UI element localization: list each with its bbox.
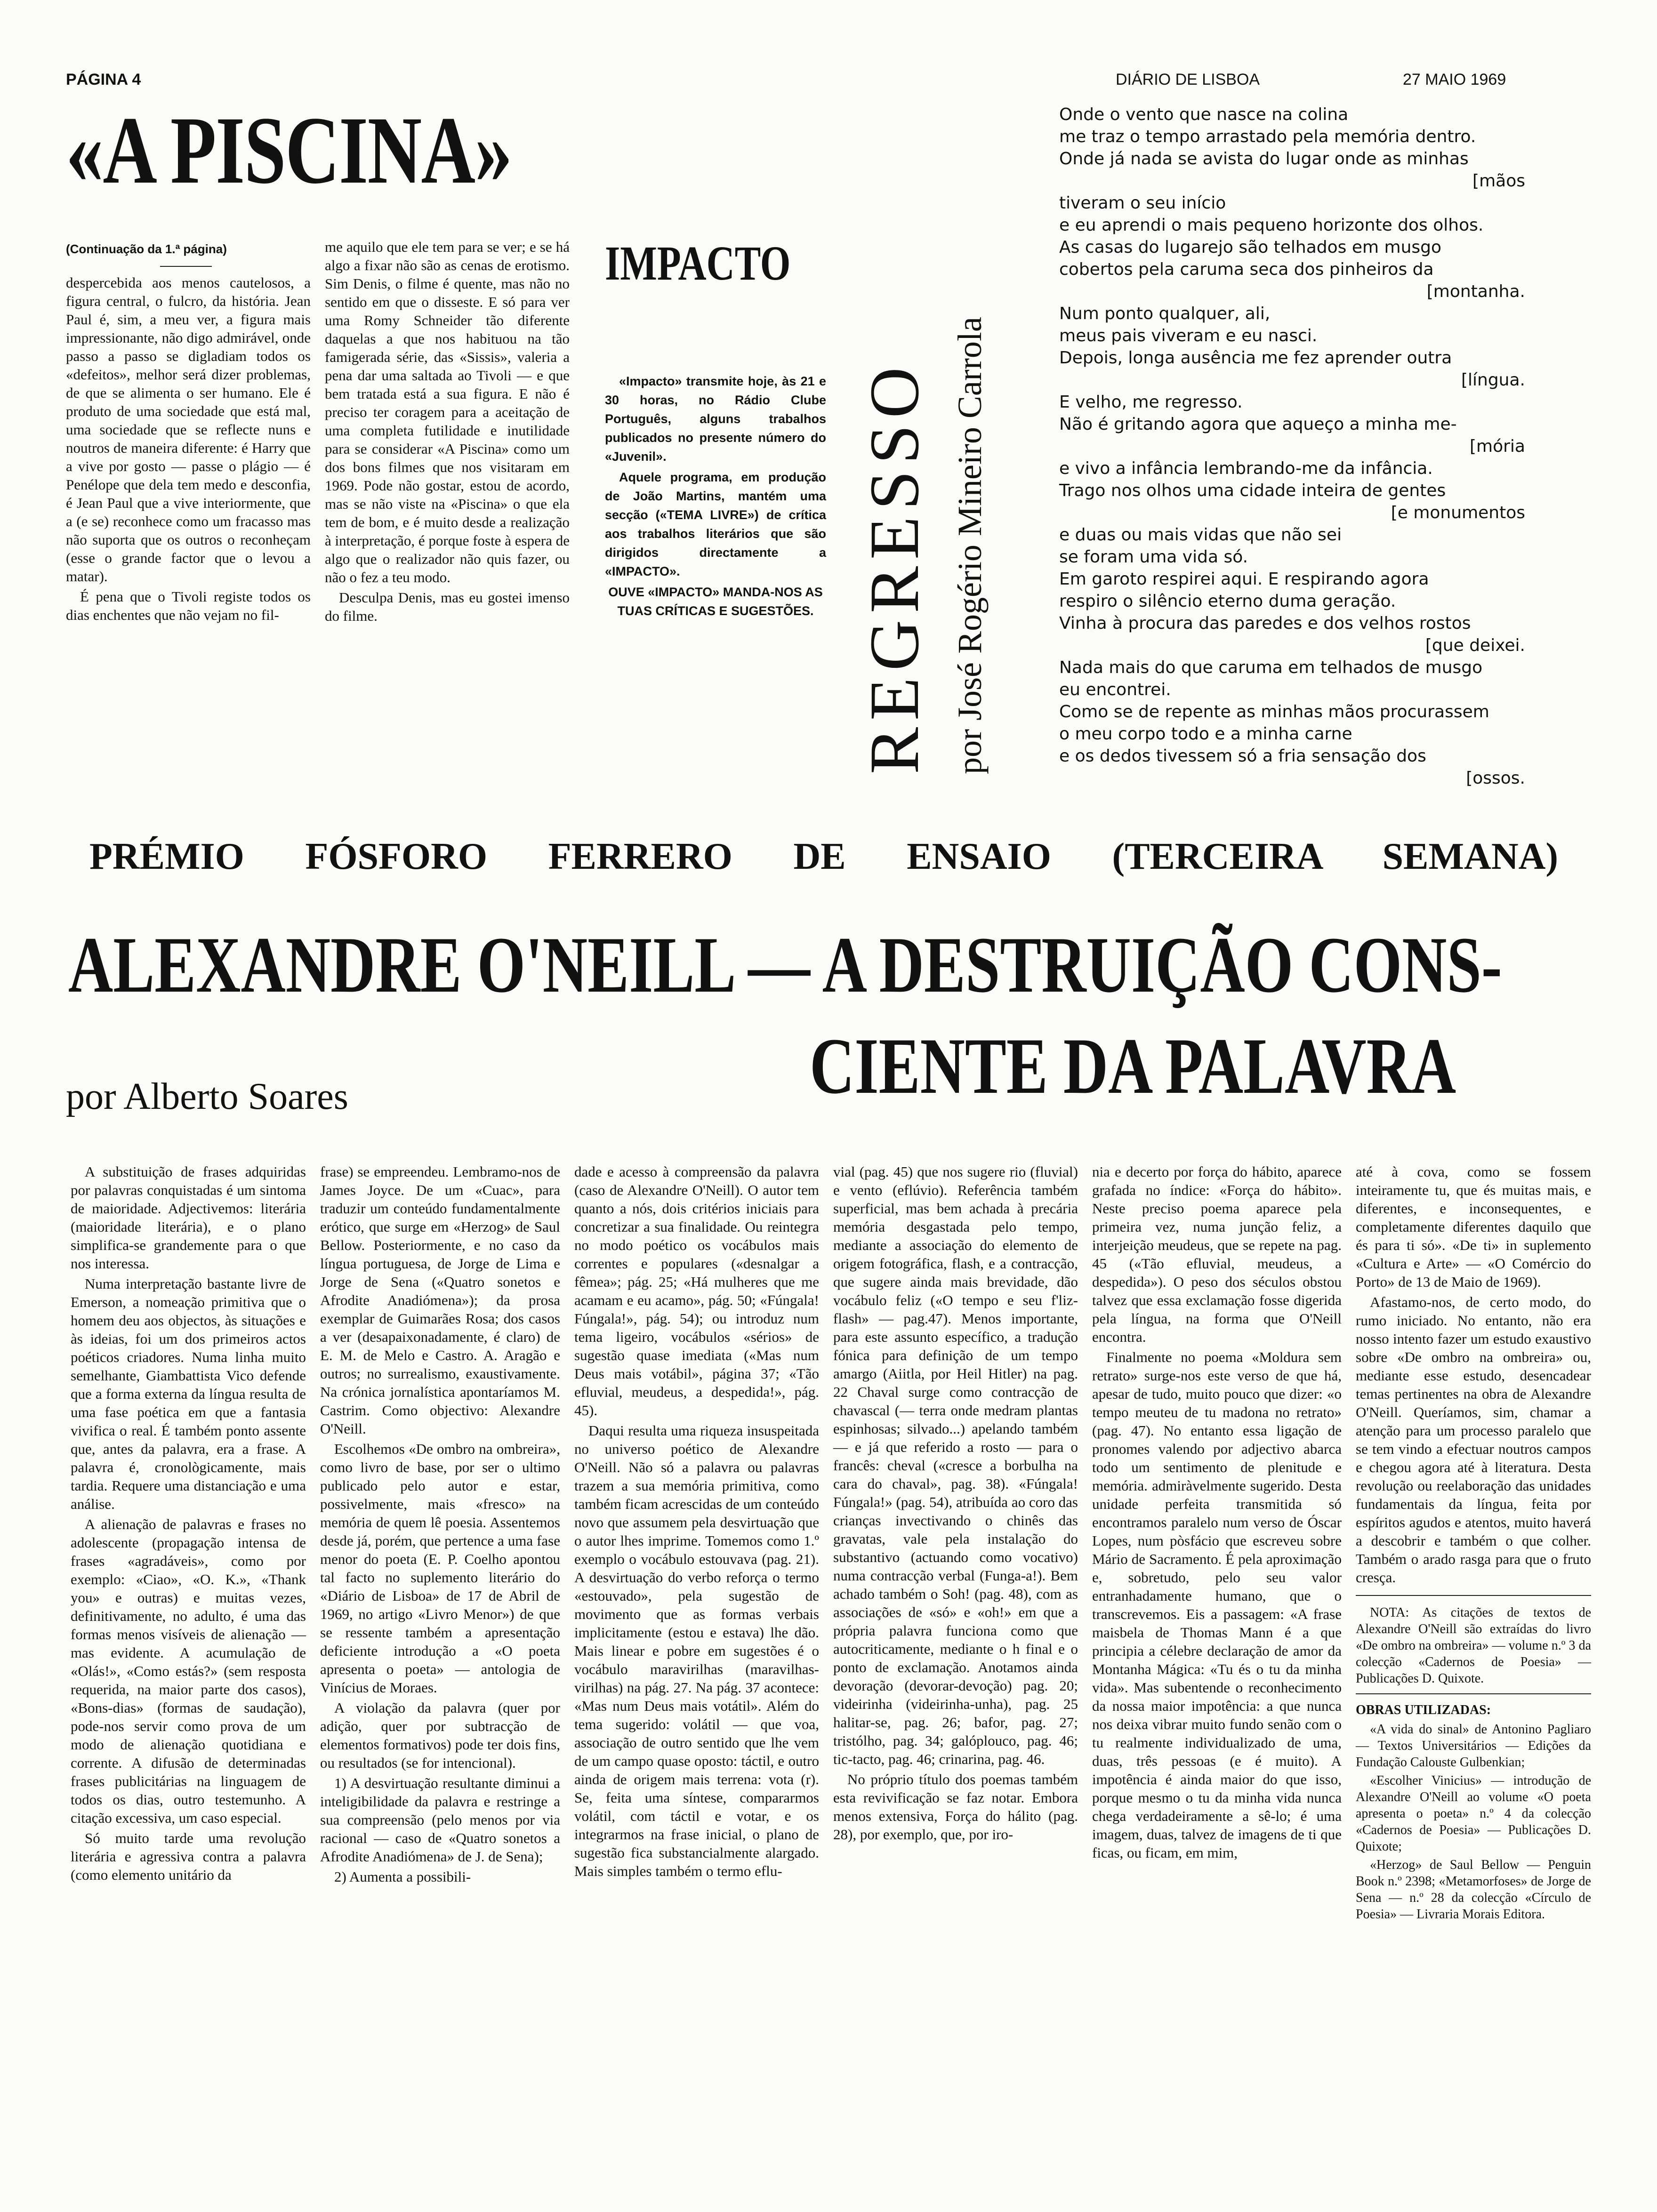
- obras-item: «Herzog» de Saul Bellow — Penguin Book n.º 2398; «Metamorfoses» de Jorge de Sena — n.º 28 da colecção «Círculo de Poesia» — Livraria Morais Editora.: [1356, 1858, 1591, 1922]
- article-paragraph: Escolhemos «De ombro na ombreira», como livro de base, por ser o ultimo publicado pelo autor e estar, possivelmente, mais «fresco» na memória de quem lê poesia. Assentemos desde já, porém, que pertence a uma fase menor do poeta (E. P. Coelho apontou tal facto no suplemento literário do «Diário de Lisboa» de 17 de Abril de 1969, no artigo «Livro Menor») de que se ressente também a apresentação deficiente introdução a «O poeta apresenta o poeta» — antologia de Vinícius de Moraes.: [320, 1441, 560, 1696]
- piscina-column-2: [325, 238, 570, 627]
- poem-line: Num ponto qualquer, ali,: [1059, 304, 1271, 323]
- poem-line: Depois, longa ausência me fez aprender outra: [1059, 348, 1452, 368]
- article-paragraph: Numa interpretação bastante livre de Emerson, a nomeação primitiva que o homem deu aos objectos, às situações e às ideias, foi um dos primeiros actos poéticos criadores. Numa linha muito semelhante, Giambattista Vico defende que a forma externa da língua resulta de uma fase poética em que a fantasia vivifica o real. É também ponto assente que, antes da palavra, era a frase. A palavra é, cronològicamente, mais tardia. Requere uma distanciação e uma análise.: [71, 1275, 306, 1512]
- article-paragraph: A substituição de frases adquiridas por palavras conquistadas é um sintoma de maioridade. Adjectivemos: literária (maioridade literária), e o plano simplifica-se grandemente para o que nos interessa.: [71, 1163, 306, 1272]
- piscina-paragraph: É pena que o Tivoli registe todos os dias enchentes que não vejam no fil-: [66, 588, 311, 623]
- article-column-5: [1092, 1162, 1342, 1864]
- article-column-3: [574, 1162, 819, 1882]
- article-note: NOTA: As citações de textos de Alexandre O'Neill são extraídas do livro «De ombro na ombreira» — volume n.º 3 da colecção «Cadernos de Poesia» — Publicações D. Quixote.: [1356, 1605, 1591, 1686]
- divider: [1356, 1693, 1591, 1694]
- impacto-paragraph: Aquele programa, em produção de João Martins, mantém uma secção («TEMA LIVRE») de crítica aos trabalhos literários que são dirigidos directamente a «IMPACTO».: [605, 470, 826, 578]
- poem-line: [e monumentos: [1391, 503, 1525, 522]
- issue-date: 27 MAIO 1969: [1403, 71, 1506, 88]
- article-paragraph: Daqui resulta uma riqueza insuspeitada no universo poético de Alexandre O'Neill. Não só a palavra ou palavras trazem a sua memória primitiva, como também ficam acrescidas de um conteúdo novo que assumem pela desvirtuação que o autor lhes imprime. Tomemos como 1.º exemplo o vocábulo estouvava (pag. 21). A desvirtuação do verbo reforça o termo «estouvado», pela sugestão de movimento que as formas verbais implicitamente (estou e estava) lhe dão. Mais linear e pobre em sugestões é o vocábulo maravirilhas (maravilhas-virilhas) na pág. 27. Na pág. 37 acontece: «Mas num Deus mais votátil». Além do tema sugerido: volátil — que voa, associação de outro sentido que lhe vem de um campo quase oposto: táctil, e outro ainda de origem mais terrena: vota (r). Se, feita uma síntese, compararmos volátil, com táctil e votar, e os integrarmos na frase inicial, o plano de sugestão fica substancialmente alargado. Mais simples também o termo eflu-: [574, 1422, 819, 1879]
- article-paragraph: Só muito tarde uma revolução literária e agressiva contra a palavra (como elemento unitário da: [71, 1830, 306, 1883]
- regresso-title: REGRESSO: [855, 361, 933, 774]
- poem-line: [que deixei.: [1425, 636, 1525, 655]
- premio-title: PRÉMIO FÓSFORO FERRERO DE ENSAIO (TERCEIRA SEMANA): [89, 836, 1558, 877]
- poem-line: respiro o silêncio eterno duma geração.: [1059, 592, 1396, 611]
- regresso-poem: [1059, 104, 1525, 789]
- poem-line: eu encontrei.: [1059, 680, 1171, 699]
- article-paragraph: Finalmente no poema «Moldura sem retrato» surge-nos este verso de que há, apesar de tudo, muito pouco que dizer: «o tempo meuteu de tu madona no retrato» (pag. 47). No entanto essa ligação de pronomes valendo por adjectivo abarca todo um sentimento de plenitude e memória. admiràvelmente sugerido. Desta unidade perfeita transmitida só encontramos paralelo num verso de Óscar Lopes, num pòsfácio que escreveu sobre Mário de Sacramento. É pela aproximação e, sobretudo, pelo seu valor entranhadamente humano, que o transcrevemos. Eis a passagem: «A frase maisbela de Thomas Mann é a que principia a célebre declaração de amor da Montanha Mágica: «Tu és o tu da minha vida». Mas subentende o reconhecimento da nossa maior impotência: a que nunca nos deixa vibrar muito fundo senão com o tu realmente individualizado de uma, duas, três pessoas (e é muito). A impotência é ainda maior do que isso, porque mesmo o tu da minha vida nunca chega verdadeiramente a sê-lo; é uma imagem, duas, talvez de imagens de ti que ficas, ou ficam, em mim,: [1092, 1349, 1342, 1861]
- impacto-call: OUVE «IMPACTO» MANDA-NOS AS TUAS CRÍTICAS E SUGESTÕES.: [608, 585, 823, 618]
- poem-line: Trago nos olhos uma cidade inteira de gentes: [1059, 481, 1446, 500]
- article-column-6: [1356, 1162, 1591, 1924]
- poem-line: Vinha à procura das paredes e dos velhos rostos: [1059, 614, 1471, 633]
- regresso-author: por José Rogério Mineiro Carrola: [951, 317, 989, 774]
- poem-line: [mãos: [1472, 171, 1525, 191]
- poem-line: tiveram o seu início: [1059, 193, 1226, 213]
- piscina-paragraph: despercebida aos menos cautelosos, a figura central, o fulcro, da história. Jean Paul é, sim, a meu ver, a figura mais impressionante, não digo admirável, onde passo a passo se digladiam todos os «defeitos», melhor será dizer problemas, de que se alimenta o ser humano. Ele é produto de uma sociedade que está mal, uma sociedade que se reflecte nuns e noutros de maneira diferente: é Harry que a vive por gosto — passe o plágio — é Penélope que dela tem medo e desconfia, é Jean Paul que a vive interiormente, que a (e se) reconhece como um fracasso mas não suporta que os outros o reconheçam (esse o grande factor que o levou a matar).: [66, 274, 311, 585]
- article-column-1: [71, 1162, 306, 1886]
- article-paragraph: dade e acesso à compreensão da palavra (caso de Alexandre O'Neill). O autor tem quanto a nós, dois critérios iniciais para concretizar a sua finalidade. Ou reintegra no modo poético os vocábulos mais correntes e populares («desnalgar a fêmea»; pág. 25; «Há mulheres que me acamam e eu acamo», pág. 50; «Fúngala! Fúngala!», pág. 54); ou introduz num tema ligeiro, vocábulos «sérios» de sugestão quase imediata («Mas num Deus mais votábil», página 37; «Tão efluvial, meudeus, a despedida!», pág. 45).: [574, 1163, 819, 1419]
- piscina-title: «A PISCINA»: [66, 97, 512, 204]
- article-column-2: [320, 1162, 560, 1888]
- poem-line: As casas do lugarejo são telhados em musgo: [1059, 238, 1442, 257]
- poem-line: meus pais viveram e eu nasci.: [1059, 326, 1318, 345]
- poem-line: Nada mais do que caruma em telhados de musgo: [1059, 658, 1483, 677]
- poem-line: Onde o vento que nasce na colina: [1059, 105, 1349, 124]
- poem-line: e os dedos tivessem só a fria sensação dos: [1059, 746, 1426, 766]
- article-paragraph: A alienação de palavras e frases no adolescente (propagação intensa de frases «agradáveis», como por exemplo: «Ciao», «O. K.», «Thank you» e outras) e muitas vezes, definitivamente, no adulto, é uma das formas menos visíveis de alienação — mas evidente. A acumulação de «Olás!», «Como estás?» (sem resposta requerida, na maior parte dos casos), «Bons-dias» (formas de saudação), pode-nos servir como prova de um modo de alienação quotidiana e corrente. A difusão de determinadas frases publicitárias na linguagem de todos os dias, outro testemunho. A citação excessiva, um caso especial.: [71, 1516, 306, 1826]
- article-byline: por Alberto Soares: [66, 1076, 348, 1117]
- obras-title: OBRAS UTILIZADAS:: [1356, 1703, 1491, 1717]
- poem-line: [mória: [1469, 437, 1525, 456]
- article-paragraph: frase) se empreendeu. Lembramo-nos de James Joyce. De um «Cuac», para traduzir um conteúdo fundamentalmente erótico, que surge em «Herzog» de Saul Bellow. Posteriormente, e no caso da língua portuguesa, de Jorge de Lima e Jorge de Sena («Quatro sonetos e Afrodite Anadiómena»); da prosa exemplar de Guimarães Rosa; dos casos a ver (desapaixonadamente, é claro) de E. M. de Melo e Castro. A. Aragão e outros; no surrealismo, exaustivamente. Na crónica jornalística apontaríamos M. Castrim. Como objectivo: Alexandre O'Neill.: [320, 1163, 560, 1437]
- continuation-note: (Continuação da 1.ª página): [66, 242, 227, 256]
- article-paragraph: Afastamo-nos, de certo modo, do rumo iniciado. No entanto, não era nosso intento fazer um estudo exaustivo sobre «De ombro na ombreira» ou, mediante esse estudo, desencadear temas pertinentes na obra de Alexandre O'Neill. Queríamos, sim, chamar a atenção para um processo paralelo que se tem vindo a efectuar noutros campos e chegou agora até à literatura. Desta revolução ou reelaboração das unidades fundamentais da língua, feita por espíritos agudos e atentos, muito haverá a descobrir e também o que colher. Também o arado rasga para que o fruto cresça.: [1356, 1294, 1591, 1586]
- article-paragraph: até à cova, como se fossem inteiramente tu, que és muitas mais, e diferentes, e inconsequentes, e completamente diferentes daquilo que és para ti só». «De ti» in suplemento «Cultura e Arte» — «O Comércio do Porto» de 13 de Maio de 1969).: [1356, 1163, 1591, 1290]
- poem-line: Não é gritando agora que aqueço a minha me-: [1059, 415, 1457, 434]
- article-paragraph: 2) Aumenta a possibili-: [334, 1868, 471, 1885]
- article-paragraph: nia e decerto por força do hábito, aparece grafada no índice: «Força do hábito». Neste preciso poema aparece pela primeira vez, numa junção feliz, a interjeição meudeus, que se repete na pag. 45 («Tão efluvial, meudeus, a despedida»). O peso dos séculos obstou talvez que essa exclamação fosse digerida pela língua, na forma que O'Neill encontra.: [1092, 1163, 1342, 1345]
- poem-line: se foram uma vida só.: [1059, 547, 1248, 567]
- piscina-column-1: [66, 240, 311, 626]
- impacto-paragraph: «Impacto» transmite hoje, às 21 e 30 horas, no Rádio Clube Português, alguns trabalhos publicados no presente número do «Juvenil».: [605, 374, 826, 464]
- divider: [1356, 1595, 1591, 1596]
- poem-line: o meu corpo todo e a minha carne: [1059, 724, 1352, 744]
- short-rule: [160, 266, 212, 267]
- article-headline-line-2: CIENTE DA PALAVRA: [810, 1022, 1456, 1110]
- poem-line: me traz o tempo arrastado pela memória dentro.: [1059, 127, 1476, 146]
- obras-item: «A vida do sinal» de Antonino Pagliaro — Textos Universitários — Edições da Fundação Calouste Gulbenkian;: [1356, 1722, 1591, 1770]
- article-paragraph: A violação da palavra (quer por adição, quer por subtracção de elementos formativos) pode ter dois fins, ou resultados (se for intencional).: [320, 1699, 560, 1771]
- impacto-title: IMPACTO: [605, 236, 791, 290]
- poem-line: [ossos.: [1466, 769, 1525, 788]
- poem-line: [montanha.: [1426, 282, 1525, 301]
- newspaper-name: DIÁRIO DE LISBOA: [1116, 71, 1260, 88]
- obras-item: «Escolher Vinicius» — introdução de Alexandre O'Neill ao volume «O poeta apresenta o poeta» n.º 4 da colecção «Cadernos de Poesia» — Publicações D. Quixote;: [1356, 1773, 1591, 1854]
- piscina-paragraph: me aquilo que ele tem para se ver; e se há algo a fixar não são as cenas de erotismo. Sim Denis, o filme é quente, mas não no sentido em que o disseste. E só para ver uma Romy Schneider tão diferente daquelas a que nos habituou na tão famigerada série, das «Sissis», valeria a pena dar uma saltada ao Tivoli — e que bem tratada está a sua figura. E não é preciso ter coragem para a aceitação de uma completa futilidade e inutilidade para se considerar «A Piscina» como um dos bons filmes que nos visitaram em 1969. Pode não gostar, estou de acordo, mas se não viste na «Piscina» o que ela tem de bom, e é muito desde a realização à interpretação, é porque foste à espera de algo que o realizador não quis fazer, ou não o fez a teu modo.: [325, 239, 570, 585]
- poem-line: cobertos pela caruma seca dos pinheiros da: [1059, 260, 1434, 279]
- article-paragraph: No próprio título dos poemas também esta revivificação se faz notar. Embora menos extensiva, Força do hálito (pag. 28), por exemplo, que, por iro-: [833, 1771, 1078, 1843]
- article-column-4: [833, 1162, 1078, 1845]
- poem-line: [língua.: [1461, 370, 1525, 390]
- article-headline-line-1: ALEXANDRE O'NEILL — A DESTRUIÇÃO CONS-: [68, 921, 1502, 1009]
- page-number: PÁGINA 4: [66, 71, 141, 88]
- article-paragraph: vial (pag. 45) que nos sugere rio (fluvial) e vento (eflúvio). Referência também superficial, mas bem achada à precária memória desgastada pelo tempo, mediante a associação do elemento de origem fotográfica, flash, e a contracção, que sugere ainda mais brevidade, dão vocábulo feliz («O tempo e seu f'liz-flash» — pag.47). Menos importante, para este assunto específico, a tradução fónica para definição de um tempo amargo (Aiitla, por Heil Hitler) na pag. 22 Chaval surge como contracção de chavascal (— terra onde medram plantas espinhosas; silvado...) apelando também — e já que referido a rosto — para o francês: cheval («cresce a borbulha na cara do chaval», pag. 38). «Fúngala! Fúngala!» (pag. 54), atribuída ao coro das crianças invectivando o chinês das gravatas, vale pela instalação do substantivo (actuando como vocativo) numa contracção verbal (Funga-a!). Bem achado também o Soh! (pag. 48), com as associações de «só» e «oh!» em que a própria palavra funciona como que autocriticamente, mediante o h final e o ponto de exclamação. Anotamos ainda devoração (devorar-devoção) pag. 20; videirinha (videirinha-unha), pag. 25 halitar-se, pag. 26; bafor, pag. 27; tristólho, pag. 34; galóplouco, pag. 46; tic-tacto, pag. 46; crinarina, pag. 46.: [833, 1163, 1078, 1767]
- poem-line: Como se de repente as minhas mãos procurassem: [1059, 702, 1489, 721]
- impacto-column: [605, 372, 826, 622]
- poem-line: Onde já nada se avista do lugar onde as minhas: [1059, 149, 1469, 168]
- poem-line: Em garoto respirei aqui. E respirando agora: [1059, 569, 1429, 589]
- poem-line: E velho, me regresso.: [1059, 393, 1243, 412]
- poem-line: e eu aprendi o mais pequeno horizonte dos olhos.: [1059, 216, 1484, 235]
- poem-line: e vivo a infância lembrando-me da infância.: [1059, 459, 1433, 478]
- piscina-paragraph: Desculpa Denis, mas eu gostei imenso do filme.: [325, 589, 570, 624]
- article-paragraph: 1) A desvirtuação resultante diminui a inteligibilidade da palavra e restringe a sua compreensão (pelo menos por via racional — caso de «Quatro sonetos a Afrodite Anadiómena» de J. de Sena);: [320, 1775, 560, 1865]
- poem-line: e duas ou mais vidas que não sei: [1059, 525, 1342, 545]
